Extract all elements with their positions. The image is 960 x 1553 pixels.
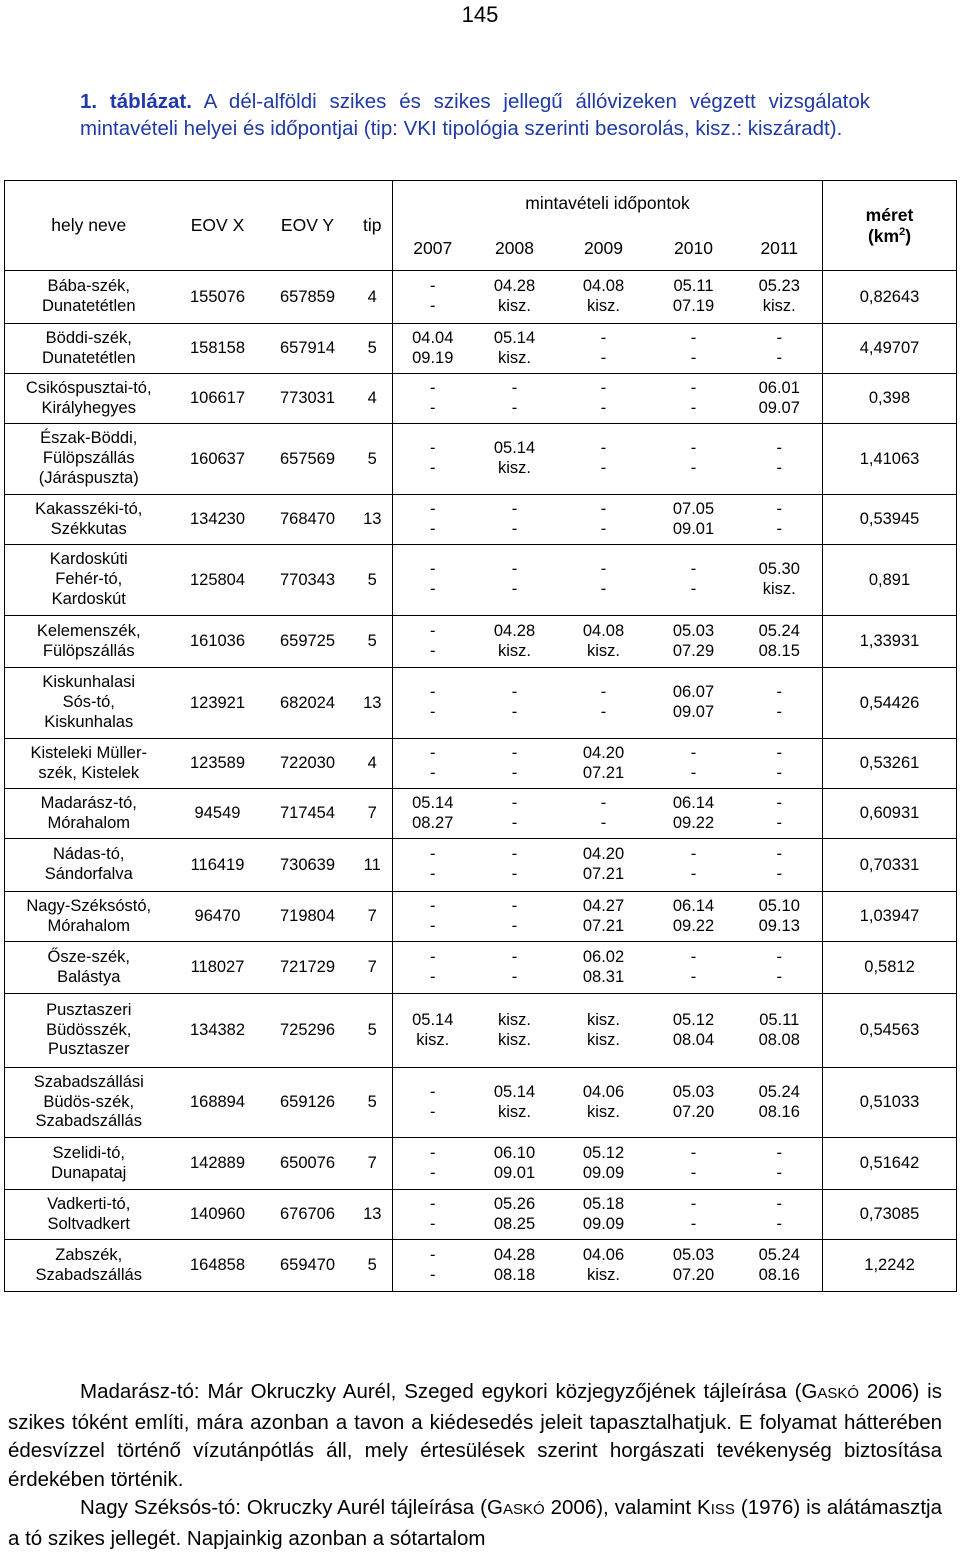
size: 0,5812 (823, 942, 957, 994)
eov-x: 123589 (173, 739, 263, 789)
sampling-2008: 04.28 08.18 (473, 1240, 557, 1292)
sampling-2010: - - (651, 839, 737, 892)
tip: 7 (353, 892, 393, 942)
tip: 5 (353, 1240, 393, 1292)
table-caption (80, 88, 870, 142)
sampling-2010: - - (651, 739, 737, 789)
eov-y: 773031 (263, 374, 353, 424)
sampling-2007: - - (393, 892, 473, 942)
sampling-2011: 05.24 08.16 (737, 1240, 823, 1292)
sampling-2010: 05.03 07.20 (651, 1240, 737, 1292)
sampling-2011: 05.10 09.13 (737, 892, 823, 942)
eov-x: 116419 (173, 839, 263, 892)
tip: 5 (353, 994, 393, 1068)
eov-y: 657569 (263, 424, 353, 495)
size: 0,51642 (823, 1138, 957, 1190)
body-text (8, 1378, 942, 1553)
size: 0,51033 (823, 1068, 957, 1138)
sampling-table (4, 180, 957, 1292)
tip: 4 (353, 271, 393, 324)
size: 0,53261 (823, 739, 957, 789)
sampling-2008: - - (473, 495, 557, 545)
header-year-2008: 2008 (473, 227, 557, 271)
place-name: Kisteleki Müller- szék, Kistelek (5, 739, 173, 789)
sampling-2011: 05.24 08.15 (737, 616, 823, 668)
header-eovy: EOV Y (263, 181, 353, 271)
sampling-2010: 06.14 09.22 (651, 892, 737, 942)
sampling-2010: - - (651, 1138, 737, 1190)
tip: 5 (353, 545, 393, 616)
place-name: Vadkerti-tó, Soltvadkert (5, 1190, 173, 1240)
eov-x: 134230 (173, 495, 263, 545)
tip: 5 (353, 1068, 393, 1138)
sampling-2010: - - (651, 374, 737, 424)
place-name: Szabadszállási Büdös-szék, Szabadszállás (5, 1068, 173, 1138)
sampling-2010: 05.12 08.04 (651, 994, 737, 1068)
eov-x: 155076 (173, 271, 263, 324)
eov-y: 717454 (263, 789, 353, 839)
tip: 5 (353, 616, 393, 668)
sampling-2007: 05.14 08.27 (393, 789, 473, 839)
place-name: Csikóspusztai-tó, Királyhegyes (5, 374, 173, 424)
eov-x: 140960 (173, 1190, 263, 1240)
caption-text: A dél-alföldi szikes és szikes jellegű állóvizeken végzett vizsgálatok mintavételi helyei és időpontjai (tip: VKI tipológia szerinti besorolás, kisz.: kiszáradt). (80, 90, 870, 140)
sampling-2008: 04.28 kisz. (473, 616, 557, 668)
sampling-2007: - - (393, 1190, 473, 1240)
place-name: Pusztaszeri Büdösszék, Pusztaszer (5, 994, 173, 1068)
sampling-2010: 05.03 07.29 (651, 616, 737, 668)
header-size: méret $(km^2)$ (823, 181, 957, 271)
table-row (5, 374, 957, 424)
sampling-2011: - - (737, 739, 823, 789)
sampling-2008: 06.10 09.01 (473, 1138, 557, 1190)
place-name: Kardoskúti Fehér-tó, Kardoskút (5, 545, 173, 616)
place-name: Böddi-szék, Dunatetétlen (5, 324, 173, 374)
sampling-2009: 04.06 kisz. (557, 1240, 651, 1292)
place-name: Kelemenszék, Fülöpszállás (5, 616, 173, 668)
paragraph-madarasz: Madarász-tó: Már Okruczky Aurél, Szeged egykori közjegyzőjének tájleírása (GASKÓ 2006) is szikes tóként említi, mára azonban a tavon a kiédesedés jeleit tapasztalhatjuk. E folyamat hátterében édesvízzel történő vízutánpótlás áll, mely értesülések szerint horgászati tevékenység biztosítása érdekében történik. (8, 1380, 942, 1491)
place-name: Észak-Böddi, Fülöpszállás (Járáspuszta) (5, 424, 173, 495)
size: 0,891 (823, 545, 957, 616)
sampling-2009: - - (557, 424, 651, 495)
eov-y: 682024 (263, 668, 353, 739)
table-row (5, 324, 957, 374)
size: 0,398 (823, 374, 957, 424)
sampling-2008: - - (473, 942, 557, 994)
sampling-2011: - - (737, 495, 823, 545)
eov-y: 657914 (263, 324, 353, 374)
sampling-2008: - - (473, 374, 557, 424)
table-row (5, 1138, 957, 1190)
sampling-2009: 05.12 09.09 (557, 1138, 651, 1190)
tip: 7 (353, 789, 393, 839)
sampling-2010: 05.03 07.20 (651, 1068, 737, 1138)
sampling-2010: 05.11 07.19 (651, 271, 737, 324)
sampling-2007: - - (393, 424, 473, 495)
sampling-2008: - - (473, 668, 557, 739)
sampling-2010: - - (651, 1190, 737, 1240)
eov-x: 123921 (173, 668, 263, 739)
tip: 7 (353, 1138, 393, 1190)
tip: 13 (353, 495, 393, 545)
eov-x: 134382 (173, 994, 263, 1068)
size: 4,49707 (823, 324, 957, 374)
tip: 13 (353, 1190, 393, 1240)
sampling-2007: - - (393, 1138, 473, 1190)
eov-y: 770343 (263, 545, 353, 616)
table-row (5, 495, 957, 545)
sampling-2010: 06.07 09.07 (651, 668, 737, 739)
table-row (5, 271, 957, 324)
sampling-2007: - - (393, 739, 473, 789)
place-name: Nádas-tó, Sándorfalva (5, 839, 173, 892)
size: 1,33931 (823, 616, 957, 668)
tip: 13 (353, 668, 393, 739)
sampling-2009: kisz. kisz. (557, 994, 651, 1068)
header-eovx: EOV X (173, 181, 263, 271)
sampling-2009: 04.20 07.21 (557, 839, 651, 892)
sampling-2007: - - (393, 271, 473, 324)
sampling-2011: - - (737, 942, 823, 994)
table-body (5, 271, 957, 1292)
eov-x: 94549 (173, 789, 263, 839)
place-name: Madarász-tó, Mórahalom (5, 789, 173, 839)
eov-x: 106617 (173, 374, 263, 424)
eov-x: 158158 (173, 324, 263, 374)
place-name: Nagy-Széksóstó, Mórahalom (5, 892, 173, 942)
eov-y: 725296 (263, 994, 353, 1068)
sampling-2008: 04.28 kisz. (473, 271, 557, 324)
eov-y: 730639 (263, 839, 353, 892)
sampling-2007: - - (393, 545, 473, 616)
sampling-2007: - - (393, 495, 473, 545)
eov-y: 659725 (263, 616, 353, 668)
header-year-2011: 2011 (737, 227, 823, 271)
place-name: Zabszék, Szabadszállás (5, 1240, 173, 1292)
sampling-2009: 04.06 kisz. (557, 1068, 651, 1138)
sampling-2010: - - (651, 424, 737, 495)
sampling-2008: - - (473, 789, 557, 839)
eov-y: 659470 (263, 1240, 353, 1292)
header-sampling: mintavételi időpontok (393, 181, 823, 227)
size: 0,73085 (823, 1190, 957, 1240)
size: 0,54563 (823, 994, 957, 1068)
sampling-2008: 05.14 kisz. (473, 324, 557, 374)
sampling-2011: - - (737, 1190, 823, 1240)
table-row (5, 616, 957, 668)
eov-y: 719804 (263, 892, 353, 942)
table-row (5, 739, 957, 789)
sampling-2011: - - (737, 668, 823, 739)
eov-x: 164858 (173, 1240, 263, 1292)
table-row (5, 1190, 957, 1240)
tip: 4 (353, 374, 393, 424)
eov-x: 96470 (173, 892, 263, 942)
table-row (5, 942, 957, 994)
table-row (5, 545, 957, 616)
place-name: Bába-szék, Dunatetétlen (5, 271, 173, 324)
sampling-2007: - - (393, 1068, 473, 1138)
tip: 7 (353, 942, 393, 994)
tip: 5 (353, 324, 393, 374)
sampling-2009: - - (557, 324, 651, 374)
size: 0,53945 (823, 495, 957, 545)
eov-y: 721729 (263, 942, 353, 994)
sampling-2011: - - (737, 324, 823, 374)
sampling-2008: - - (473, 545, 557, 616)
sampling-2009: 05.18 09.09 (557, 1190, 651, 1240)
place-name: Kiskunhalasi Sós-tó, Kiskunhalas (5, 668, 173, 739)
sampling-2009: 04.08 kisz. (557, 271, 651, 324)
header-tip: tip (353, 181, 393, 271)
eov-x: 161036 (173, 616, 263, 668)
page-number: 145 (461, 2, 499, 27)
sampling-2010: 06.14 09.22 (651, 789, 737, 839)
sampling-2011: 05.24 08.16 (737, 1068, 823, 1138)
table-row (5, 839, 957, 892)
sampling-2008: 05.14 kisz. (473, 424, 557, 495)
paragraph-nagy-szeksos: Nagy Széksós-tó: Okruczky Aurél tájleírása (GASKÓ 2006), valamint KISS (1976) is alátámasztja a tó szikes jellegét. Napjainkig azonban a sótartalom (8, 1496, 942, 1550)
sampling-2011: 05.23 kisz. (737, 271, 823, 324)
sampling-2008: - - (473, 739, 557, 789)
sampling-2010: - - (651, 942, 737, 994)
eov-x: 125804 (173, 545, 263, 616)
header-name: hely neve (5, 181, 173, 271)
size: 0,54426 (823, 668, 957, 739)
sampling-2009: - - (557, 545, 651, 616)
sampling-2007: - - (393, 668, 473, 739)
size: 0,70331 (823, 839, 957, 892)
sampling-2009: 04.20 07.21 (557, 739, 651, 789)
eov-x: 142889 (173, 1138, 263, 1190)
sampling-2010: - - (651, 324, 737, 374)
place-name: Szelidi-tó, Dunapataj (5, 1138, 173, 1190)
sampling-2009: - - (557, 495, 651, 545)
sampling-2008: - - (473, 892, 557, 942)
eov-y: 650076 (263, 1138, 353, 1190)
sampling-2007: - - (393, 942, 473, 994)
sampling-2010: 07.05 09.01 (651, 495, 737, 545)
sampling-2010: - - (651, 545, 737, 616)
eov-y: 676706 (263, 1190, 353, 1240)
sampling-2009: 06.02 08.31 (557, 942, 651, 994)
sampling-2011: - - (737, 789, 823, 839)
size: 1,41063 (823, 424, 957, 495)
caption-label: 1. táblázat. (80, 90, 192, 113)
tip: 4 (353, 739, 393, 789)
sampling-2011: - - (737, 424, 823, 495)
table-row (5, 1240, 957, 1292)
table-row (5, 668, 957, 739)
eov-y: 722030 (263, 739, 353, 789)
sampling-2011: - - (737, 839, 823, 892)
eov-x: 168894 (173, 1068, 263, 1138)
sampling-2011: 05.11 08.08 (737, 994, 823, 1068)
sampling-2008: - - (473, 839, 557, 892)
size: 0,60931 (823, 789, 957, 839)
sampling-2011: - - (737, 1138, 823, 1190)
sampling-2007: - - (393, 839, 473, 892)
sampling-2011: 06.01 09.07 (737, 374, 823, 424)
sampling-2009: - - (557, 668, 651, 739)
table-row (5, 424, 957, 495)
eov-y: 659126 (263, 1068, 353, 1138)
place-name: Kakasszéki-tó, Székkutas (5, 495, 173, 545)
eov-x: 118027 (173, 942, 263, 994)
tip: 5 (353, 424, 393, 495)
sampling-2008: 05.26 08.25 (473, 1190, 557, 1240)
sampling-2009: - - (557, 789, 651, 839)
size: 1,2242 (823, 1240, 957, 1292)
size: 1,03947 (823, 892, 957, 942)
size: 0,82643 (823, 271, 957, 324)
sampling-2007: - - (393, 616, 473, 668)
sampling-2007: 05.14 kisz. (393, 994, 473, 1068)
sampling-2009: 04.08 kisz. (557, 616, 651, 668)
eov-y: 657859 (263, 271, 353, 324)
table-row (5, 1068, 957, 1138)
sampling-2009: 04.27 07.21 (557, 892, 651, 942)
eov-y: 768470 (263, 495, 353, 545)
header-year-2007: 2007 (393, 227, 473, 271)
sampling-2007: - - (393, 1240, 473, 1292)
header-year-2009: 2009 (557, 227, 651, 271)
sampling-2007: 04.04 09.19 (393, 324, 473, 374)
table-row (5, 789, 957, 839)
place-name: Ősze-szék, Balástya (5, 942, 173, 994)
table-row (5, 994, 957, 1068)
eov-x: 160637 (173, 424, 263, 495)
header-year-2010: 2010 (651, 227, 737, 271)
table-row (5, 892, 957, 942)
sampling-2007: - - (393, 374, 473, 424)
sampling-2008: kisz. kisz. (473, 994, 557, 1068)
tip: 11 (353, 839, 393, 892)
sampling-2011: 05.30 kisz. (737, 545, 823, 616)
sampling-2009: - - (557, 374, 651, 424)
sampling-2008: 05.14 kisz. (473, 1068, 557, 1138)
